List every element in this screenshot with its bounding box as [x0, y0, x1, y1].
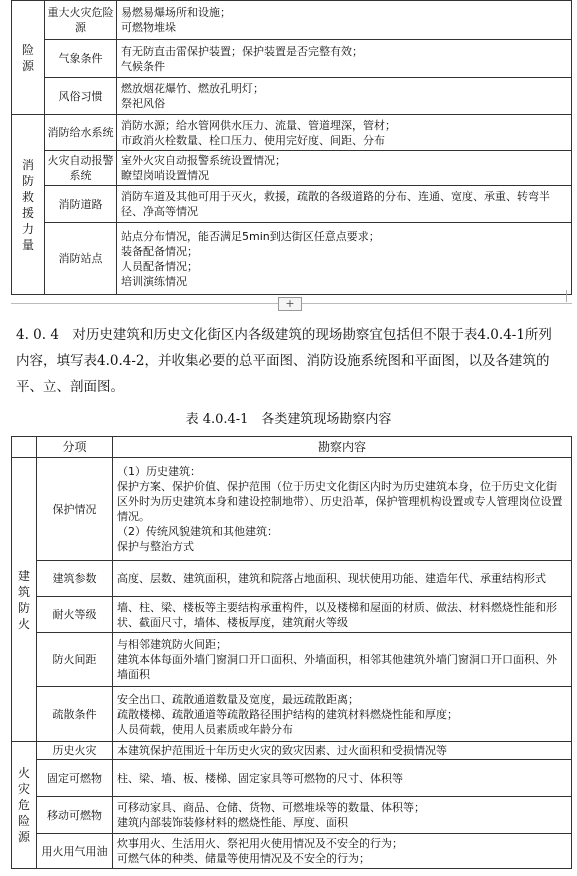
table-caption: 表 4.0.4-1 各类建筑现场勘察内容 [185, 412, 392, 427]
content-cell: 消防水源；给水管网供水压力、流量、管道埋深，管材； 市政消火栓数量、栓口压力、使用完好度、间距、分布 [117, 115, 572, 151]
header-blank-cell [12, 437, 37, 458]
survey-table [11, 436, 572, 869]
clause-paragraph: 4. 0. 4 对历史建筑和历史文化街区内各级建筑的现场勘察宜包括但不限于表4.0.4-1所列内容，填写表4.0.4-2，并收集必要的总平面图、消防设施系统图和平面图，以及各建筑的平、立、剖面图。 [16, 327, 552, 395]
item-cell: 重大火灾危险源 [45, 1, 117, 40]
item-cell: 历史火灾 [37, 742, 113, 760]
category-cell: 建筑防火 [12, 458, 37, 742]
item-cell: 火灾自动报警系统 [45, 151, 117, 186]
content-cell: 易燃易爆场所和设施； 可燃物堆垛 [117, 1, 572, 40]
table-row [12, 78, 572, 115]
content-cell: 安全出口、疏散通道数量及宽度，最远疏散距离； 疏散楼梯、疏散通道等疏散路径围护结构的建筑材料燃烧性能和厚度； 人员荷载，使用人员素质或年龄分布 [113, 687, 572, 742]
table-row [12, 633, 572, 687]
item-cell: 耐火等级 [37, 597, 113, 633]
header-item: 分项 [37, 437, 113, 458]
header-content: 勘察内容 [113, 437, 572, 458]
item-cell: 消防给水系统 [45, 115, 117, 151]
table-row [12, 186, 572, 223]
table-row [12, 687, 572, 742]
content-cell: 室外火灾自动报警系统设置情况； 瞭望岗哨设置情况 [117, 151, 572, 186]
content-cell: 炊事用火、生活用火、祭祀用火使用情况及不安全的行为； 可燃气体的种类、储量等使用情况及不安全的行为； [113, 834, 572, 869]
item-cell: 疏散条件 [37, 687, 113, 742]
category-cell: 火灾危险源 [12, 742, 37, 869]
item-cell: 建筑参数 [37, 561, 113, 597]
content-cell: 墙、柱、梁、楼板等主要结构承重构件，以及楼梯和屋面的材质、做法、材料燃烧性能和形状、截面尺寸，墙体、楼板厚度，建筑耐火等级 [113, 597, 572, 633]
table-row [12, 797, 572, 834]
item-cell: 保护情况 [37, 458, 113, 561]
table-row [12, 151, 572, 186]
table-row [12, 458, 572, 561]
item-cell: 风俗习惯 [45, 78, 117, 115]
table-row [12, 834, 572, 869]
content-cell: 站点分布情况，能否满足5min到达街区任意点要求； 装备配备情况； 人员配备情况； 培训演练情况 [117, 223, 572, 295]
content-cell: 可移动家具、商品、仓储、货物、可燃堆垛等的数量、体积等； 建筑内部装饰装修材料的燃烧性能、厚度、面积 [113, 797, 572, 834]
table-row [12, 115, 572, 151]
table-row [12, 1, 572, 40]
table-row [12, 760, 572, 797]
table-row [12, 742, 572, 760]
table-row [12, 40, 572, 78]
content-cell: 柱、梁、墙、板、楼梯、固定家具等可燃物的尺寸、体积等 [113, 760, 572, 797]
content-cell: 高度、层数、建筑面积，建筑和院落占地面积、现状使用功能、建造年代、承重结构形式 [113, 561, 572, 597]
item-cell: 消防道路 [45, 186, 117, 223]
header-row [12, 437, 572, 458]
content-cell: 与相邻建筑防火间距； 建筑本体每面外墙门窗洞口开口面积、外墙面积，相邻其他建筑外墙门窗洞口开口面积、外墙面积 [113, 633, 572, 687]
item-cell: 固定可燃物 [37, 760, 113, 797]
item-cell: 用火用气用油 [37, 834, 113, 869]
item-cell: 移动可燃物 [37, 797, 113, 834]
table-row [12, 561, 572, 597]
content-cell: 消防车道及其他可用于灭火，救援，疏散的各级道路的分布、连通、宽度、承重、转弯半径、净高等情况 [117, 186, 572, 223]
content-cell: 燃放烟花爆竹、燃放孔明灯； 祭祀风俗 [117, 78, 572, 115]
upper-table [11, 0, 572, 295]
table-row [12, 223, 572, 295]
content-cell: 有无防直击雷保护装置；保护装置是否完整有效； 气候条件 [117, 40, 572, 78]
item-cell: 防火间距 [37, 633, 113, 687]
content-cell: （1）历史建筑： 保护方案、保护价值、保护范围（位于历史文化街区内时为历史建筑本身，位于历史文化街区外时为历史建筑本身和建设控制地带）、历史沿革，保护管理机构设置或专人管理岗位设置情况。 （2）传统风貌建筑和其他建筑： 保护与整治方式 [113, 458, 572, 561]
category-cell: 险源 [12, 1, 45, 115]
content-cell: 本建筑保护范围近十年历史火灾的致灾因素、过火面积和受损情况等 [113, 742, 572, 760]
category-cell: 消防救援力量 [12, 115, 45, 295]
item-cell: 气象条件 [45, 40, 117, 78]
scroll-marker[interactable] [566, 290, 575, 302]
insert-row-button[interactable]: + [278, 297, 302, 311]
item-cell: 消防站点 [45, 223, 117, 295]
table-row [12, 597, 572, 633]
